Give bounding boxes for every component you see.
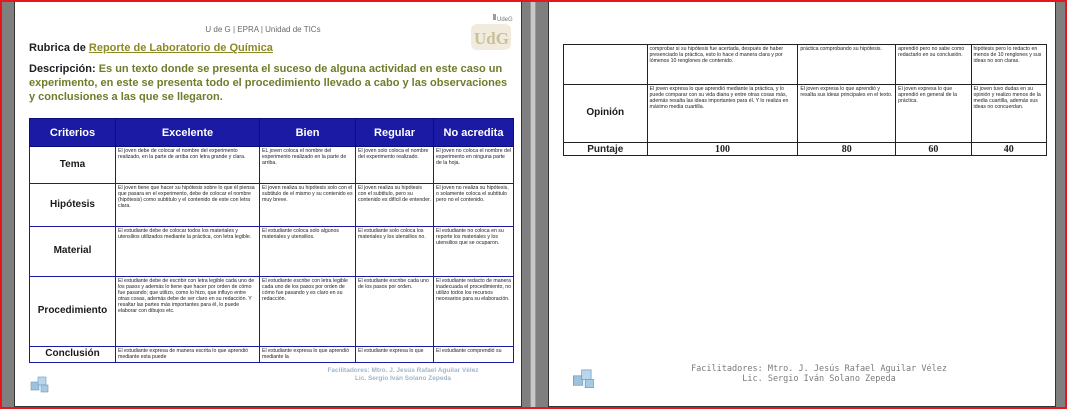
score-value: 100 — [647, 143, 798, 156]
table-header-row — [30, 119, 514, 147]
table-cell: El joven expresa lo que aprendió en general de la práctica. — [896, 85, 971, 143]
table-cell: El estudiante expresa lo que — [356, 347, 434, 363]
table-row — [30, 227, 514, 277]
score-row — [564, 143, 1047, 156]
header-excelente: Excelente — [116, 119, 260, 147]
cubes-icon — [29, 372, 51, 394]
table-row — [30, 184, 514, 227]
document-page-1 — [14, 2, 522, 407]
table-cell: El estudiante escribe cada uno de los pasos por orden. — [356, 277, 434, 347]
table-cell: comprobar si su hipótesis fue acertada, después de haber presenciado la práctica, esto lo hace d manera clara y por lómenos 10 renglones de contenido. — [647, 45, 798, 85]
table-cell: EL joven coloca el nombre del experimento realizado en la parte de arriba. — [260, 147, 356, 184]
page-header: U de G | EPRA | Unidad de TICs — [205, 25, 321, 34]
criterion-cell — [564, 45, 648, 85]
page-pane-right[interactable] — [536, 2, 1065, 407]
table-cell: El joven no coloca el nombre del experimento en ninguna parte de la hoja. — [434, 147, 514, 184]
criterion-cell: Material — [30, 227, 116, 277]
criterion-cell: Tema — [30, 147, 116, 184]
table-cell: El estudiante expresa lo que aprendió mediante la — [260, 347, 356, 363]
header-no-acredita: No acredita — [434, 119, 514, 147]
udg-logo-icon — [467, 10, 515, 52]
table-cell: hipótesis pero lo redacto en menos de 10 renglones y sus ideas no son claras. — [971, 45, 1046, 85]
table-cell: El estudiante no coloca en su reporte los materiales y los utensilios que se ocuparon. — [434, 227, 514, 277]
table-row — [564, 45, 1047, 85]
rubric-table-continued — [563, 44, 1047, 156]
table-cell: El estudiante solo coloca los materiales y los utensilios no. — [356, 227, 434, 277]
header-criterios: Criterios — [30, 119, 116, 147]
criterion-cell: Procedimiento — [30, 277, 116, 347]
table-cell: práctica comprobando su hipótesis. — [798, 45, 896, 85]
score-value: 80 — [798, 143, 896, 156]
table-cell: El estudiante coloca solo algunos materiales y utensilios. — [260, 227, 356, 277]
table-cell: El joven no realiza su hipótesis, o solamente coloca el subtitulo pero no el contenido. — [434, 184, 514, 227]
score-label: Puntaje — [564, 143, 648, 156]
table-cell: El joven realiza su hipótesis solo con el subtitulo de el mismo y su contenido es muy breve. — [260, 184, 356, 227]
footer-line-2: Lic. Sergio Iván Solano Zepeda — [354, 375, 452, 382]
footer-line-1: Facilitadores: Mtro. J. Jesús Rafael Aguilar Vélez — [691, 364, 947, 374]
criterion-cell: Opinión — [564, 85, 648, 143]
table-cell: El estudiante redacto de manera inadecuada el procedimiento, no utilizo todos los recursos necesarios para su elaboración. — [434, 277, 514, 347]
table-cell: El estudiante expresa de manera escrita lo que aprendió mediante esta puede — [116, 347, 260, 363]
table-cell: El joven solo coloca el nombre del experimento realizado. — [356, 147, 434, 184]
footer-line-1: Facilitadores: Mtro. J. Jesús Rafael Aguilar Vélez — [327, 367, 479, 374]
table-cell: El estudiante comprendió su — [434, 347, 514, 363]
score-value: 40 — [971, 143, 1046, 156]
svg-text:UdG: UdG — [474, 29, 509, 48]
header-bien: Bien — [260, 119, 356, 147]
rubric-title — [29, 42, 273, 54]
table-cell: El estudiante debe de escribir con letra legible cada uno de los pasos y además lo tiene que hacer por orden de cómo fue pasando; que utilizo, como lo hizo, que influyo entre otras cosas, además debe de ser claro en su redacción. Y resaltar las partes más importantes para él, lo puede elaborar con dibujos etc. — [116, 277, 260, 347]
criterion-cell: Hipótesis — [30, 184, 116, 227]
table-row — [30, 147, 514, 184]
table-cell: El joven expresa lo que aprendió mediante la práctica, y lo puede comparar con su vida diaria y entre otras cosas más, además resalta las ideas importantes para él. Y lo realiza en máximo media cuartilla. — [647, 85, 798, 143]
document-page-2 — [548, 2, 1056, 407]
table-cell: aprendió pero no sabe como redactarlo en su conclusión. — [896, 45, 971, 85]
header-regular: Regular — [356, 119, 434, 147]
table-cell: El estudiante escribe con letra legible cada uno de los pasos por orden de cómo fue pasando y es claro en su redacción. — [260, 277, 356, 347]
description — [29, 62, 509, 104]
criterion-cell: Conclusión — [30, 347, 116, 363]
svg-text:UdeG: UdeG — [497, 17, 513, 23]
rubric-title-prefix: Rubrica de — [29, 42, 89, 54]
description-text: Es un texto donde se presenta el suceso de alguna actividad en este caso un experimento, en este se presenta todo el procedimiento llevado a cabo y las observaciones y conclusiones a las que se llegaron. — [29, 63, 508, 103]
table-cell: El joven expresa lo que aprendió y resalta sus ideas principales en el texto. — [798, 85, 896, 143]
table-row — [30, 347, 514, 363]
cubes-icon — [571, 364, 597, 390]
table-cell: El joven realiza su hipótesis con el subtitulo, pero su contenido es difícil de entender. — [356, 184, 434, 227]
table-cell: El estudiante debe de colocar todos los materiales y utensilios utilizados mediante la práctica, con letra legible. — [116, 227, 260, 277]
table-row — [30, 277, 514, 347]
rubric-title-link[interactable]: Reporte de Laboratorio de Química — [88, 42, 273, 54]
table-cell: El joven tiene que hacer su hipótesis sobre lo que él piensa que pasara en el experimento, debe de colocar el nombre (hipótesis) como subtitulo y el contenido de este con letra clara. — [116, 184, 260, 227]
footer-line-2: Lic. Sergio Iván Solano Zepeda — [742, 374, 896, 384]
score-value: 60 — [896, 143, 971, 156]
rubric-table — [29, 118, 514, 363]
footer — [303, 367, 503, 383]
footer — [669, 364, 969, 384]
description-label: Descripción: — [29, 63, 96, 75]
table-cell: El joven debe de colocar el nombre del experimento realizado, en la parte de arriba con letra grande y clara. — [116, 147, 260, 184]
page-pane-left[interactable] — [2, 2, 530, 407]
table-cell: El joven tuvo dudas en su opinión y realizo menos de la media cuartilla, además sus ideas no concuerdan. — [971, 85, 1046, 143]
table-row — [564, 85, 1047, 143]
